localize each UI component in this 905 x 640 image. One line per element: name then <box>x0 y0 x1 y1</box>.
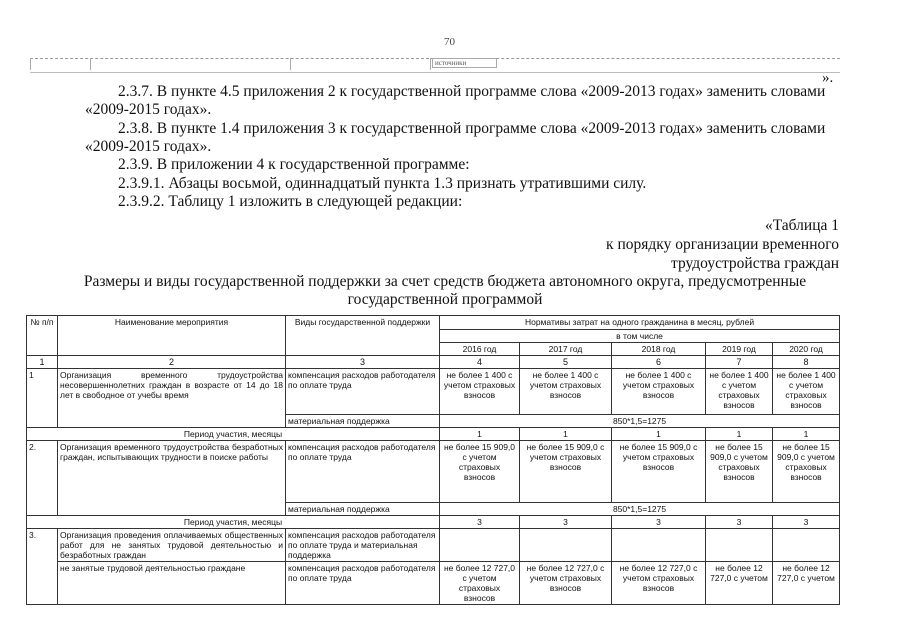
table-caption <box>606 216 839 273</box>
column-number: 8 <box>773 356 840 369</box>
material-support-label: материальная поддержка <box>286 503 440 516</box>
row-value: не более 1 400 с учетом страховых взносов <box>520 369 612 415</box>
closing-quote: ». <box>822 70 834 86</box>
column-number: 4 <box>440 356 520 369</box>
table-caption-line-1: «Таблица 1 <box>764 217 839 234</box>
row-value: не более 12 727,0 с учетом <box>706 562 773 605</box>
row-value: не более 1 400 с учетом страховых взносов <box>773 369 840 415</box>
row-value: не более 1 400 с учетом страховых взносов <box>440 369 520 415</box>
period-value: 3 <box>706 516 773 529</box>
column-number: 2 <box>58 356 286 369</box>
page-number: 70 <box>444 36 455 48</box>
row-name: Организация проведения оплачиваемых общественных работ для не занятых трудовой деятельностью и безработных граждан <box>58 529 286 562</box>
paragraph-2-3-7: 2.3.7. В пункте 4.5 приложения 2 к государственной программе слова «2009-2013 годах» заменить словами <box>118 83 826 100</box>
support-table <box>26 315 840 605</box>
row-name: Организация временного трудоустройства безработных граждан, испытывающих трудности в поиске работы <box>58 441 286 516</box>
header-kind: Виды государственной поддержки <box>286 316 440 356</box>
period-value: 1 <box>520 428 612 441</box>
paragraph-2-3-9: 2.3.9. В приложении 4 к государственной программе: <box>118 156 470 173</box>
table-title: Размеры и виды государственной поддержки за счет средств бюджета автономного округа, предусмотренные государственной программой <box>83 273 807 308</box>
header-fragment-table <box>30 59 840 73</box>
header-including: в том числе <box>440 330 840 343</box>
header-year: 2020 год <box>773 343 840 356</box>
row-value: не более 1 400 с учетом страховых взносов <box>706 369 773 415</box>
paragraph-2-3-9-2: 2.3.9.2. Таблицу 1 изложить в следующей редакции: <box>118 193 463 210</box>
material-support-value: 850*1,5=1275 <box>440 503 840 516</box>
row-value: не более 12 727,0 с учетом страховых взносов <box>612 562 706 605</box>
column-number: 7 <box>706 356 773 369</box>
row-value: не более 12 727,0 с учетом <box>773 562 840 605</box>
column-number: 6 <box>612 356 706 369</box>
row-number: 1 <box>27 369 58 428</box>
period-value: 1 <box>440 428 520 441</box>
header-year: 2019 год <box>706 343 773 356</box>
row-value: не более 15 909,0 с учетом страховых взносов <box>440 441 520 503</box>
header-num: № п/п <box>27 316 58 356</box>
paragraph-2-3-9-1: 2.3.9.1. Абзацы восьмой, одиннадцатый пункта 1.3 признать утратившими силу. <box>118 175 647 192</box>
period-label: Период участия, месяцы <box>27 428 440 441</box>
period-value: 1 <box>773 428 840 441</box>
column-number: 5 <box>520 356 612 369</box>
row-number: 3. <box>27 529 58 605</box>
row-value: не более 12 727,0 с учетом страховых взносов <box>440 562 520 605</box>
column-number: 3 <box>286 356 440 369</box>
period-value: 1 <box>612 428 706 441</box>
material-support-label: материальная поддержка <box>286 415 440 428</box>
row-kind: компенсация расходов работодателя по оплате труда <box>286 562 440 605</box>
row-kind: компенсация расходов работодателя по оплате труда и материальная поддержка <box>286 529 440 562</box>
material-support-value: 850*1,5=1275 <box>440 415 840 428</box>
period-value: 3 <box>520 516 612 529</box>
header-fragment-label: источники <box>432 58 497 68</box>
row-value: не более 15 909,0 с учетом страховых взносов <box>612 441 706 503</box>
paragraph-2-3-8: 2.3.8. В пункте 1.4 приложения 3 к государственной программе слова «2009-2013 годах» заменить словами <box>118 120 826 137</box>
row-subname: не занятые трудовой деятельностью граждане <box>58 562 286 605</box>
row-number: 2. <box>27 441 58 516</box>
period-value: 3 <box>773 516 840 529</box>
row-value: не более 12 727,0 с учетом страховых взносов <box>520 562 612 605</box>
period-value: 3 <box>612 516 706 529</box>
row-value: не более 15 909,0 с учетом страховых взносов <box>520 441 612 503</box>
paragraph-2-3-7-cont: «2009-2015 годах». <box>85 101 212 118</box>
period-value: 1 <box>706 428 773 441</box>
header-year: 2016 год <box>440 343 520 356</box>
paragraph-2-3-8-cont: «2009-2015 годах». <box>85 138 212 155</box>
header-norm: Нормативы затрат на одного гражданина в месяц, рублей <box>440 316 840 330</box>
row-name: Организация временного трудоустройства несовершеннолетних граждан в возрасте от 14 до 18 лет в свободное от учебы время <box>58 369 286 428</box>
period-label: Период участия, месяцы <box>27 516 440 529</box>
header-year: 2017 год <box>520 343 612 356</box>
header-name: Наименование мероприятия <box>58 316 286 356</box>
period-value: 3 <box>440 516 520 529</box>
row-value: не более 15 909,0 с учетом страховых взносов <box>773 441 840 503</box>
row-value: не более 15 909,0 с учетом страховых взносов <box>706 441 773 503</box>
table-caption-line-3: трудоустройства граждан <box>671 255 839 272</box>
table-caption-line-2: к порядку организации временного <box>606 236 839 253</box>
header-year: 2018 год <box>612 343 706 356</box>
row-value: не более 1 400 с учетом страховых взносов <box>612 369 706 415</box>
row-kind: компенсация расходов работодателя по оплате труда <box>286 441 440 503</box>
row-kind: компенсация расходов работодателя по оплате труда <box>286 369 440 415</box>
column-number: 1 <box>27 356 58 369</box>
